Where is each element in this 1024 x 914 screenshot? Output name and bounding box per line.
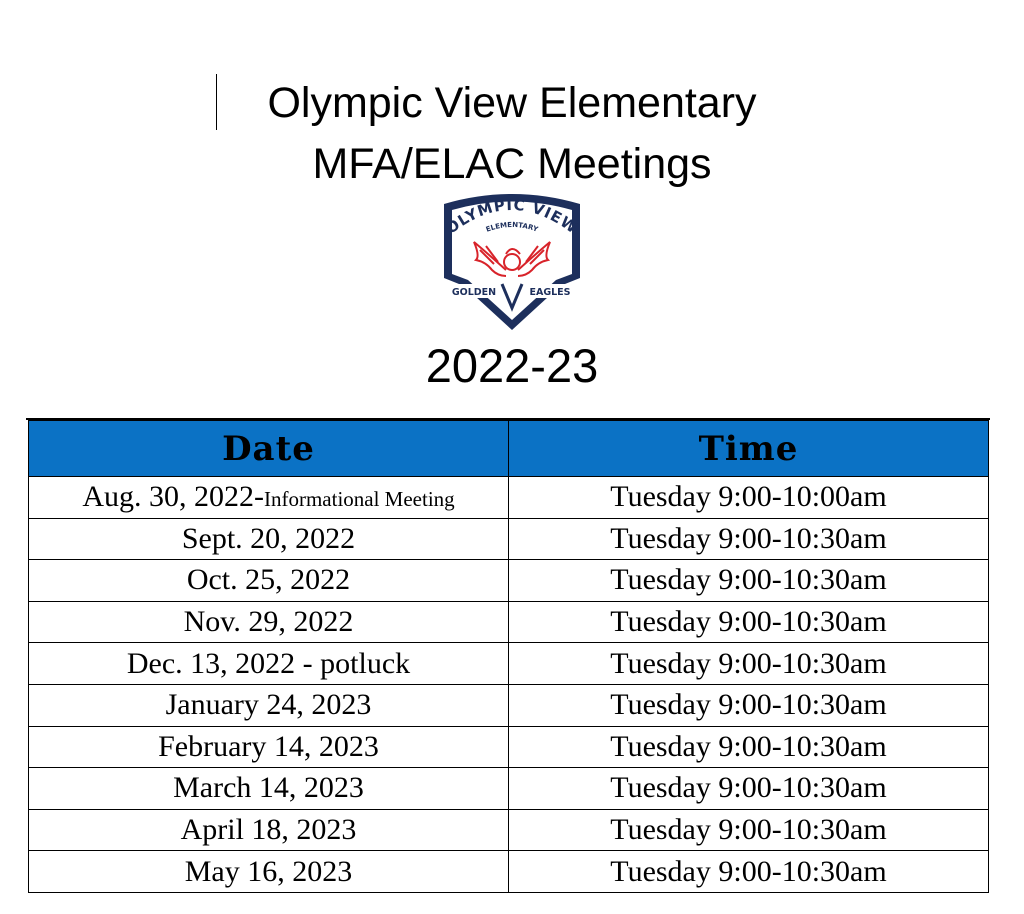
date-cell: Nov. 29, 2022 [29, 601, 509, 643]
time-cell: Tuesday 9:00-10:30am [509, 643, 989, 685]
date-cell: May 16, 2023 [29, 851, 509, 893]
table-row [29, 684, 989, 726]
date-cell: Dec. 13, 2022 - potluck [29, 643, 509, 685]
document-subtitle: MFA/ELAC Meetings [312, 140, 712, 188]
date-column-header: Date [29, 421, 509, 477]
logo-right-banner: EAGLES [529, 287, 571, 298]
date-cell: Sept. 20, 2022 [29, 518, 509, 560]
table-row [29, 809, 989, 851]
time-cell: Tuesday 9:00-10:30am [509, 726, 989, 768]
date-cell: March 14, 2023 [29, 768, 509, 810]
time-column-header: Time [509, 421, 989, 477]
logo-left-banner: GOLDEN [451, 287, 497, 298]
time-cell: Tuesday 9:00-10:30am [509, 684, 989, 726]
school-year: 2022-23 [425, 339, 599, 392]
date-cell: April 18, 2023 [29, 809, 509, 851]
date-cell: Oct. 25, 2022 [29, 560, 509, 602]
table-row [29, 851, 989, 893]
date-cell [29, 477, 509, 519]
table-row [29, 726, 989, 768]
table-row [29, 643, 989, 685]
date-cell: February 14, 2023 [29, 726, 509, 768]
document-title: Olympic View Elementary [267, 79, 757, 127]
date-text: Aug. 30, 2022- [82, 480, 264, 514]
time-cell: Tuesday 9:00-10:30am [509, 809, 989, 851]
time-cell: Tuesday 9:00-10:30am [509, 851, 989, 893]
time-cell: Tuesday 9:00-10:30am [509, 518, 989, 560]
date-note: Informational Meeting [263, 487, 455, 512]
logo-top-text: OLYMPIC VIEW [442, 195, 582, 238]
time-cell: Tuesday 9:00-10:30am [509, 601, 989, 643]
table-row [29, 477, 989, 519]
time-cell: Tuesday 9:00-10:00am [509, 477, 989, 519]
meetings-table [28, 420, 989, 893]
table-row [29, 518, 989, 560]
table-row [29, 601, 989, 643]
time-cell: Tuesday 9:00-10:30am [509, 768, 989, 810]
table-row [29, 768, 989, 810]
table-row [29, 560, 989, 602]
logo-sub-text: ELEMENTARY [484, 220, 540, 234]
time-cell: Tuesday 9:00-10:30am [509, 560, 989, 602]
date-cell: January 24, 2023 [29, 684, 509, 726]
table-header-row [29, 421, 989, 477]
school-logo [440, 192, 584, 332]
